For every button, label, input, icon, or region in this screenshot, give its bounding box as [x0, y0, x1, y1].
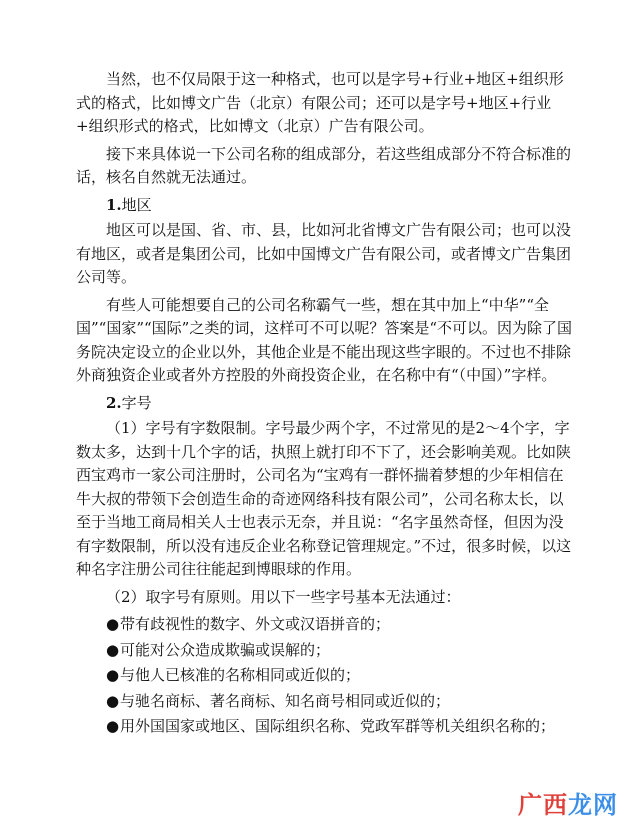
- heading-region-number: 1.: [106, 195, 122, 214]
- list-item-text: 带有歧视性的数字、外文或汉语拼音的；: [120, 615, 391, 633]
- list-item: [76, 664, 572, 688]
- heading-trade-name-number: 2.: [106, 393, 122, 412]
- bullet-icon: ●: [106, 691, 120, 710]
- document-body: [76, 68, 572, 741]
- paragraph-region-restrictions: 有些人可能想要自己的公司名称霸气一些，想在其中加上“中华”“全国”“国家”“国际”之类的词，这样可不可以呢？答案是“不可以。因为除了国务院决定设立的企业以外，其他企业是不能出现这些字眼的。不过也不排除外商独资企业或者外方控股的外商投资企业，在名称中有“（中国）”字样。: [76, 295, 573, 384]
- watermark-part1: 广西: [518, 791, 568, 819]
- heading-region: [76, 194, 572, 218]
- list-item-text: 与他人已核准的名称相同或近似的；: [120, 666, 361, 684]
- bullet-icon: ●: [106, 615, 120, 633]
- paragraph-naming-principles: （2）取字号有原则。用以下一些字号基本无法通过：: [106, 587, 461, 606]
- bullet-icon: ●: [106, 640, 120, 659]
- bullet-icon: ●: [106, 717, 120, 735]
- heading-trade-name: [76, 392, 572, 416]
- paragraph-components-intro: 接下来具体说一下公司名称的组成部分，若这些组成部分不符合标准的话，核名自然就无法通过。: [76, 144, 572, 186]
- list-item: [76, 715, 572, 739]
- heading-region-text: 地区: [121, 195, 152, 214]
- list-item: [76, 613, 572, 637]
- watermark-part2: 龙网: [568, 791, 618, 819]
- watermark-logo: [518, 785, 618, 820]
- paragraph-word-limit: （1）字号有字数限制。字号最少两个字，不过常见的是2～4个字，字数太多，达到十几个字的话，执照上就打印不下了，还会影响美观。比如陕西宝鸡市一家公司注册时，公司名为“宝鸡有一群怀揣着梦想的少年相信在牛大叔的带领下会创造生命的奇迹网络科技有限公司”，公司名称太长，以至于当地工商局相关人士也表示无奈，并且说：“名字虽然奇怪，但因为没有字数限制，所以没有违反企业名称登记管理规定。”不过，很多时候，以这种名字注册公司往往能起到博眼球的作用。: [76, 419, 572, 578]
- bullet-icon: ●: [106, 666, 120, 684]
- paragraph-format-examples: 当然，也不仅局限于这一种格式，也可以是字号+行业+地区+组织形式的格式，比如博文广告（北京）有限公司；还可以是字号+地区+行业+组织形式的格式，比如博文（北京）广告有限公司。: [76, 70, 564, 135]
- list-item-text: 与驰名商标、著名商标、知名商号相同或近似的；: [120, 691, 451, 710]
- list-item: [76, 690, 572, 714]
- paragraph-region: 地区可以是国、省、市、县，比如河北省博文广告有限公司；也可以没有地区，或者是集团公司，比如中国博文广告有限公司，或者博文广告集团公司等。: [76, 221, 572, 286]
- heading-trade-name-text: 字号: [121, 393, 152, 412]
- list-item-text: 可能对公众造成欺骗或误解的；: [120, 640, 331, 659]
- list-item: [76, 639, 572, 663]
- list-item-text: 用外国国家或地区、国际组织名称、党政军群等机关组织名称的；: [120, 717, 556, 735]
